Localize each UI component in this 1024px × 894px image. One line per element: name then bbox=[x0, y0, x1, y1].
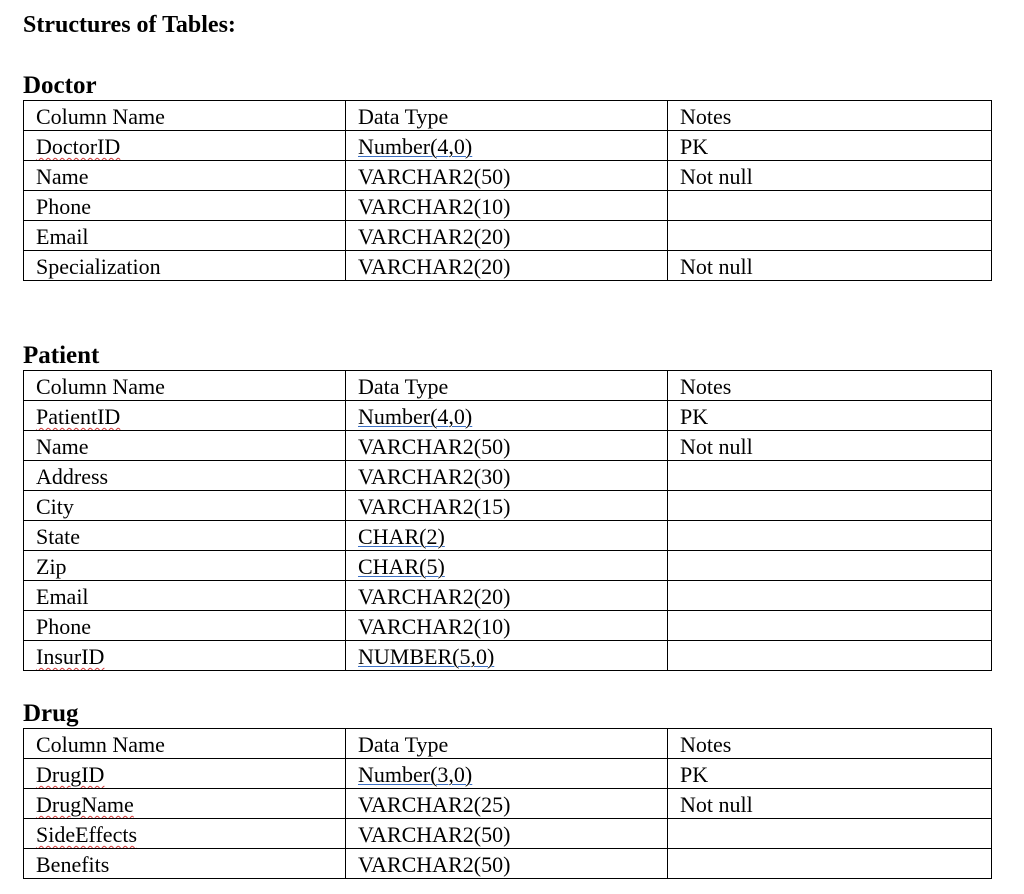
notes-cell bbox=[668, 461, 992, 491]
table-row bbox=[24, 191, 992, 221]
table-row bbox=[24, 161, 992, 191]
drug-table-title: Drug bbox=[23, 700, 79, 727]
column-name-cell: SideEffects bbox=[24, 819, 346, 849]
data-type-cell: NUMBER(5,0) bbox=[346, 641, 668, 671]
drug-section bbox=[23, 700, 991, 879]
table-row bbox=[24, 789, 992, 819]
data-type-cell: VARCHAR2(50) bbox=[346, 161, 668, 191]
column-name-cell: InsurID bbox=[24, 641, 346, 671]
column-name-cell: DrugName bbox=[24, 789, 346, 819]
notes-cell bbox=[668, 191, 992, 221]
table-row bbox=[24, 551, 992, 581]
notes-cell: PK bbox=[668, 401, 992, 431]
column-name-cell: State bbox=[24, 521, 346, 551]
table-header-row bbox=[24, 729, 992, 759]
table-row bbox=[24, 581, 992, 611]
data-type-cell: CHAR(2) bbox=[346, 521, 668, 551]
column-name-cell: Name bbox=[24, 161, 346, 191]
table-header-row bbox=[24, 371, 992, 401]
column-name-cell: Benefits bbox=[24, 849, 346, 879]
column-name-cell: Email bbox=[24, 221, 346, 251]
table-row bbox=[24, 401, 992, 431]
notes-header: Notes bbox=[668, 101, 992, 131]
column-name-cell: Address bbox=[24, 461, 346, 491]
column-name-cell: Email bbox=[24, 581, 346, 611]
doctor-table-title: Doctor bbox=[23, 72, 97, 99]
table-row bbox=[24, 431, 992, 461]
doctor-section bbox=[23, 72, 991, 281]
data-type-cell: VARCHAR2(50) bbox=[346, 819, 668, 849]
column-name-cell: Specialization bbox=[24, 251, 346, 281]
patient-table-title: Patient bbox=[23, 342, 100, 369]
notes-cell bbox=[668, 581, 992, 611]
column-name-cell: DrugID bbox=[24, 759, 346, 789]
table-row bbox=[24, 251, 992, 281]
data-type-cell: VARCHAR2(50) bbox=[346, 849, 668, 879]
notes-cell: PK bbox=[668, 131, 992, 161]
notes-cell bbox=[668, 849, 992, 879]
table-row bbox=[24, 819, 992, 849]
table-row bbox=[24, 759, 992, 789]
data-type-cell: VARCHAR2(50) bbox=[346, 431, 668, 461]
column-name-cell: DoctorID bbox=[24, 131, 346, 161]
data-type-cell: Number(3,0) bbox=[346, 759, 668, 789]
notes-cell bbox=[668, 611, 992, 641]
data-type-cell: Number(4,0) bbox=[346, 131, 668, 161]
data-type-header: Data Type bbox=[346, 371, 668, 401]
notes-cell bbox=[668, 221, 992, 251]
notes-cell bbox=[668, 641, 992, 671]
column-name-cell: PatientID bbox=[24, 401, 346, 431]
table-row bbox=[24, 641, 992, 671]
data-type-cell: VARCHAR2(10) bbox=[346, 191, 668, 221]
doctor-table bbox=[23, 100, 992, 281]
patient-table bbox=[23, 370, 992, 671]
notes-cell: Not null bbox=[668, 431, 992, 461]
notes-header: Notes bbox=[668, 729, 992, 759]
data-type-cell: VARCHAR2(15) bbox=[346, 491, 668, 521]
table-row bbox=[24, 611, 992, 641]
notes-cell: Not null bbox=[668, 161, 992, 191]
data-type-cell: VARCHAR2(20) bbox=[346, 221, 668, 251]
notes-cell: PK bbox=[668, 759, 992, 789]
column-name-cell: Phone bbox=[24, 611, 346, 641]
column-name-cell: City bbox=[24, 491, 346, 521]
column-name-header: Column Name bbox=[24, 729, 346, 759]
column-name-cell: Name bbox=[24, 431, 346, 461]
column-name-cell: Zip bbox=[24, 551, 346, 581]
table-header-row bbox=[24, 101, 992, 131]
data-type-cell: Number(4,0) bbox=[346, 401, 668, 431]
table-row bbox=[24, 131, 992, 161]
data-type-header: Data Type bbox=[346, 729, 668, 759]
notes-cell: Not null bbox=[668, 789, 992, 819]
table-row bbox=[24, 521, 992, 551]
patient-section bbox=[23, 342, 991, 671]
page-title: Structures of Tables: bbox=[23, 12, 236, 38]
column-name-header: Column Name bbox=[24, 371, 346, 401]
data-type-cell: VARCHAR2(25) bbox=[346, 789, 668, 819]
data-type-cell: VARCHAR2(10) bbox=[346, 611, 668, 641]
notes-cell bbox=[668, 491, 992, 521]
column-name-cell: Phone bbox=[24, 191, 346, 221]
notes-cell bbox=[668, 551, 992, 581]
table-row bbox=[24, 849, 992, 879]
notes-cell bbox=[668, 521, 992, 551]
table-row bbox=[24, 221, 992, 251]
data-type-cell: VARCHAR2(30) bbox=[346, 461, 668, 491]
notes-cell bbox=[668, 819, 992, 849]
notes-cell: Not null bbox=[668, 251, 992, 281]
data-type-cell: VARCHAR2(20) bbox=[346, 251, 668, 281]
notes-header: Notes bbox=[668, 371, 992, 401]
data-type-cell: CHAR(5) bbox=[346, 551, 668, 581]
column-name-header: Column Name bbox=[24, 101, 346, 131]
table-row bbox=[24, 461, 992, 491]
data-type-header: Data Type bbox=[346, 101, 668, 131]
table-row bbox=[24, 491, 992, 521]
drug-table bbox=[23, 728, 992, 879]
data-type-cell: VARCHAR2(20) bbox=[346, 581, 668, 611]
